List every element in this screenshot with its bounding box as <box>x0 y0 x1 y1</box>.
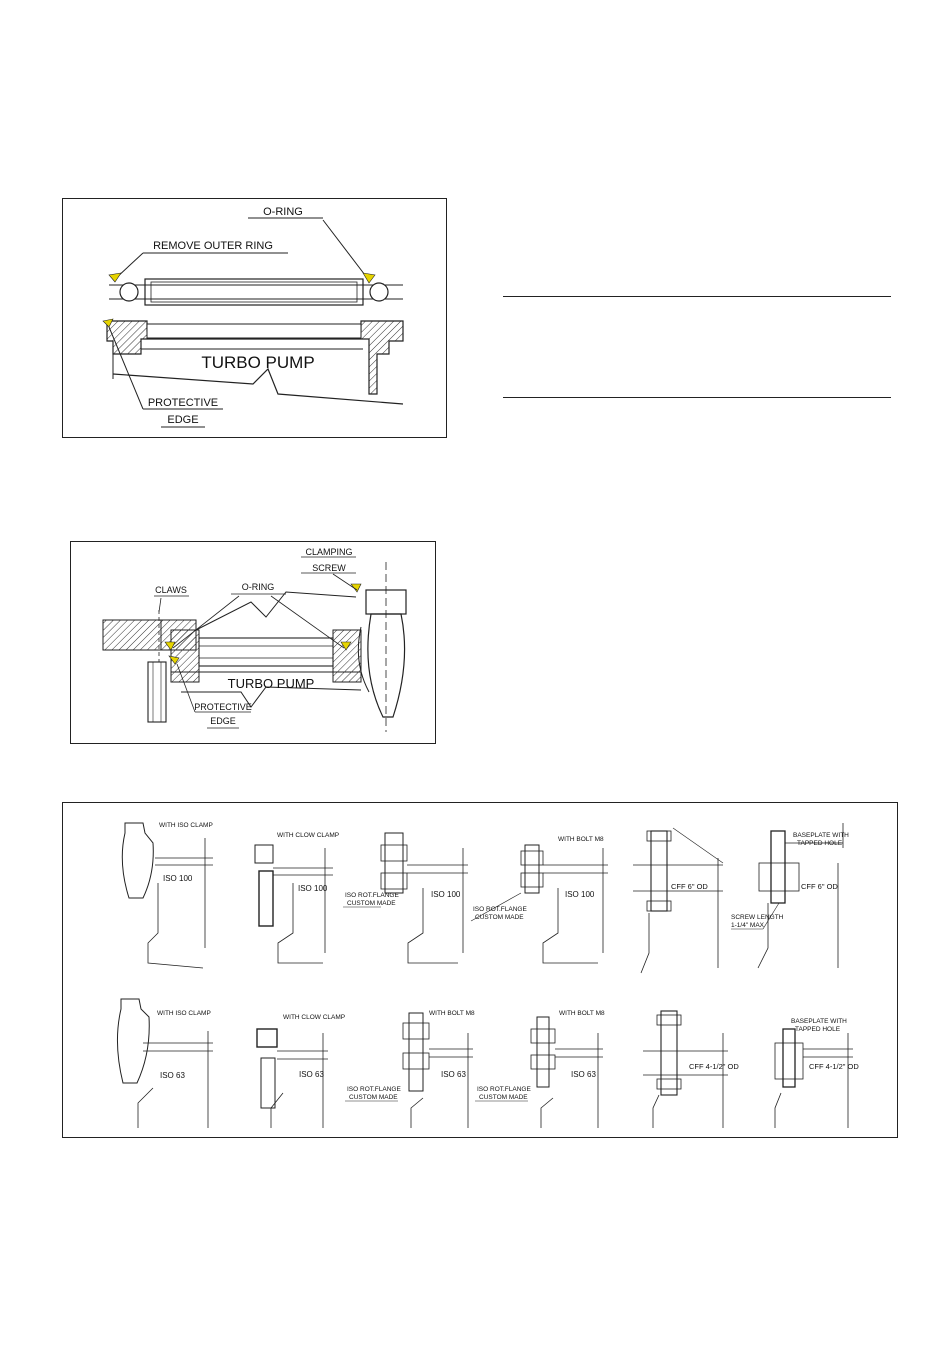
top-d4-note: WITH BOLT M8 <box>558 836 604 843</box>
o-ring-label-2: O-RING <box>241 582 275 592</box>
claws-label: CLAWS <box>155 585 187 595</box>
bottom-d6-size: CFF 4-1/2" OD <box>809 1062 859 1071</box>
bottom-d6-base-1: BASEPLATE WITH <box>791 1018 847 1025</box>
figure-remove-outer-ring <box>62 198 447 438</box>
bottom-d4-size: ISO 63 <box>571 1070 596 1079</box>
remove-outer-ring-label: REMOVE OUTER RING <box>153 240 273 252</box>
protective-label-2: PROTECTIVE <box>194 702 252 712</box>
detail-bottom-bolt-m8 <box>475 1010 605 1128</box>
detail-top-cff-6 <box>633 828 723 973</box>
top-d3-size: ISO 100 <box>431 890 461 899</box>
bottom-d3-flange-2: CUSTOM MADE <box>349 1094 398 1101</box>
edge-label-2: EDGE <box>210 716 236 726</box>
detail-top-clow-clamp <box>255 832 339 963</box>
top-d5-size: CFF 6" OD <box>671 882 708 891</box>
detail-bottom-clow-clamp <box>257 1014 345 1128</box>
bottom-d2-size: ISO 63 <box>299 1070 324 1079</box>
figure-mounting-options <box>62 802 898 1138</box>
detail-bottom-cff-4-5 <box>643 1011 739 1128</box>
bottom-d3-note: WITH BOLT M8 <box>429 1010 475 1017</box>
top-d6-base-1: BASEPLATE WITH <box>793 832 849 839</box>
figure-3-drawing <box>63 803 896 1136</box>
figure-claw-clamp <box>70 541 436 744</box>
top-d4-size: ISO 100 <box>565 890 595 899</box>
detail-top-baseplate <box>731 823 849 968</box>
table-rule-bottom <box>503 397 891 398</box>
bottom-d3-size: ISO 63 <box>441 1070 466 1079</box>
top-d4-flange-2: CUSTOM MADE <box>475 914 524 921</box>
detail-top-bolt-m8 <box>471 836 608 963</box>
top-d6-screw-2: 1-1/4" MAX <box>731 922 765 929</box>
figure-1-drawing <box>63 199 445 436</box>
edge-label: EDGE <box>167 414 199 426</box>
top-d6-base-2: TAPPED HOLE <box>797 840 843 847</box>
figure-2-drawing <box>71 542 434 742</box>
bottom-d4-note: WITH BOLT M8 <box>559 1010 605 1017</box>
detail-bottom-rot-flange <box>345 1010 475 1128</box>
table-rule-top <box>503 296 891 297</box>
detail-top-iso-clamp <box>122 822 213 968</box>
bottom-d3-flange-1: ISO ROT.FLANGE <box>347 1086 401 1093</box>
detail-bottom-iso-clamp <box>117 999 213 1128</box>
detail-bottom-baseplate <box>775 1018 859 1128</box>
top-d1-note: WITH ISO CLAMP <box>159 822 213 829</box>
detail-top-rot-flange <box>343 833 468 963</box>
top-d2-size: ISO 100 <box>298 884 328 893</box>
top-d3-flange-2: CUSTOM MADE <box>347 900 396 907</box>
top-d2-note: WITH CLOW CLAMP <box>277 832 340 839</box>
top-d3-flange-1: ISO ROT.FLANGE <box>345 892 399 899</box>
protective-label: PROTECTIVE <box>147 397 219 409</box>
turbo-pump-label-2: TURBO PUMP <box>227 676 315 691</box>
bottom-d5-size: CFF 4-1/2" OD <box>689 1062 739 1071</box>
o-ring-label: O-RING <box>263 206 303 218</box>
top-d6-screw-1: SCREW LENGTH <box>731 914 784 921</box>
bottom-d4-flange-1: ISO ROT.FLANGE <box>477 1086 531 1093</box>
bottom-d6-base-2: TAPPED HOLE <box>795 1026 841 1033</box>
bottom-d1-size: ISO 63 <box>160 1071 185 1080</box>
top-d6-size: CFF 6" OD <box>801 882 838 891</box>
bottom-d1-note: WITH ISO CLAMP <box>157 1010 211 1017</box>
bottom-d2-note: WITH CLOW CLAMP <box>283 1014 346 1021</box>
turbo-pump-label: TURBO PUMP <box>201 353 315 372</box>
bottom-d4-flange-2: CUSTOM MADE <box>479 1094 528 1101</box>
top-d1-size: ISO 100 <box>163 874 193 883</box>
top-d4-flange-1: ISO ROT.FLANGE <box>473 906 527 913</box>
screw-label: SCREW <box>312 563 346 573</box>
clamping-label: CLAMPING <box>305 547 353 557</box>
